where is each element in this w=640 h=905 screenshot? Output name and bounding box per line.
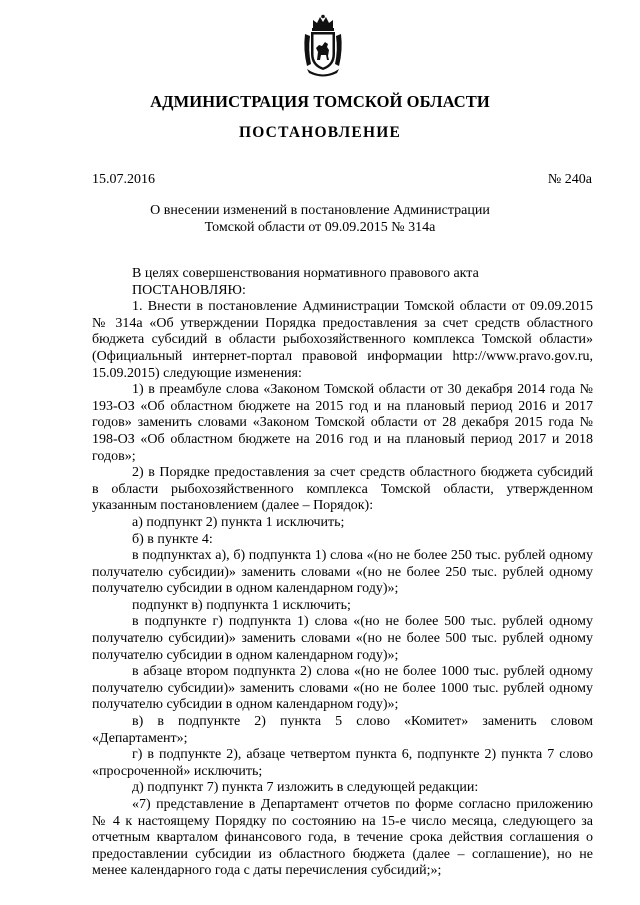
- document-date: 15.07.2016: [92, 172, 155, 187]
- body-paragraph: г) в подпункте 2), абзаце четвертом пункта 6, подпункте 2) пункта 7 слово «просроченной» исключить;: [92, 747, 593, 779]
- body-paragraph: 2) в Порядке предоставления за счет средств областного бюджета субсидий в области рыбохозяйственного комплекса Томской области, утвержденном указанным постановлением (далее – Порядок):: [92, 465, 593, 514]
- subject-line-2: Томской области от 09.09.2015 № 314а: [204, 219, 436, 235]
- organization-title: АДМИНИСТРАЦИЯ ТОМСКОЙ ОБЛАСТИ: [150, 92, 490, 111]
- body-paragraph: 1. Внести в постановление Администрации Томской области от 09.09.2015 № 314а «Об утверждении Порядка предоставления за счет средств областного бюджета субсидий в области рыбохозяйственного комплекса Томской области» (Официальный интернет-портал правовой информации http://www.pravo.gov.ru, 15.09.2015) следующие изменения:: [92, 299, 593, 381]
- body-paragraph: а) подпункт 2) пункта 1 исключить;: [132, 514, 345, 530]
- body-paragraph: в абзаце втором подпункта 2) слова «(но не более 1000 тыс. рублей одному получателю субсидии)» заменить словами «(но не более 1000 тыс. рублей одному получателю субсидии в одном календарном году)»;: [92, 664, 593, 713]
- document-subject: [0, 203, 640, 236]
- body-paragraph: в подпунктах а), б) подпункта 1) слова «(но не более 250 тыс. рублей одному получателю субсидии)» заменить словами «(но не более 250 тыс. рублей одному получателю субсидии в одном календарном году)»;: [92, 548, 593, 597]
- body-paragraph: 1) в преамбуле слова «Законом Томской области от 30 декабря 2014 года № 193-ОЗ «Об областном бюджете на 2015 год и на плановый период 2016 и 2017 годов» заменить словами «Законом Томской области от 28 декабря 2015 года № 198-ОЗ «Об областном бюджете на 2016 год и на плановый период 2017 и 2018 годов»;: [92, 382, 593, 464]
- subject-line-1: О внесении изменений в постановление Администрации: [150, 203, 490, 218]
- body-paragraph: «7) представление в Департамент отчетов по форме согласно приложению № 4 к настоящему Порядку по состоянию на 15-е число месяца, следующего за отчетным кварталом финансового года, в течение срока действия соглашения о предоставлении субсидии из областного бюджета (далее – соглашение), но не менее календарного года с даты перечисления субсидий;»;: [92, 797, 593, 879]
- tomsk-oblast-coat-of-arms-icon: [303, 14, 343, 80]
- body-paragraph: в подпункте г) подпункта 1) слова «(но не более 500 тыс. рублей одному получателю субсидии)» заменить словами «(но не более 500 тыс. рублей одному получателю субсидии в одном календарном году)»;: [92, 614, 593, 663]
- document-body: [92, 266, 593, 880]
- resolve-paragraph: ПОСТАНОВЛЯЮ:: [132, 282, 246, 298]
- preamble-paragraph: В целях совершенствования нормативного правового акта: [132, 266, 479, 281]
- body-paragraph: б) в пункте 4:: [132, 531, 213, 547]
- body-paragraph: в) в подпункте 2) пункта 5 слово «Комитет» заменить словом «Департамент»;: [92, 714, 593, 746]
- document-number: № 240а: [547, 172, 592, 187]
- body-paragraph: д) подпункт 7) пункта 7 изложить в следующей редакции:: [132, 780, 479, 796]
- document-type-title: ПОСТАНОВЛЕНИЕ: [238, 124, 402, 141]
- body-paragraph: подпункт в) подпункта 1 исключить;: [132, 597, 351, 613]
